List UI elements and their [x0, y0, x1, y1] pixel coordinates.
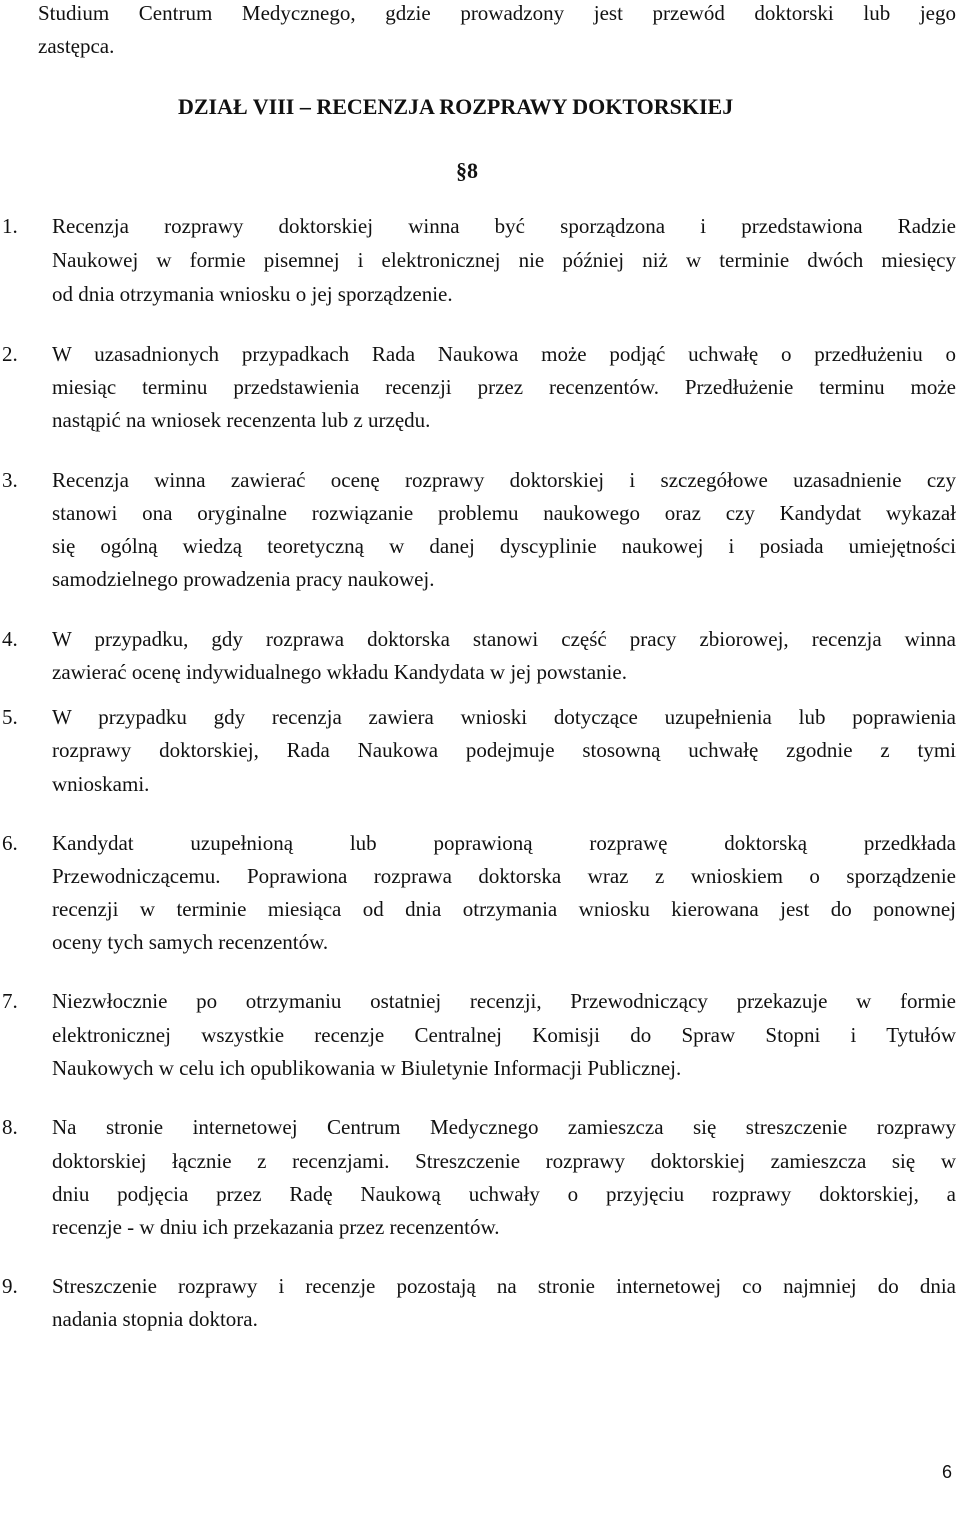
item-7-line-2: elektronicznej wszystkie recenzje Centralnej Komisji do Spraw Stopni i Tytułów — [52, 1023, 956, 1047]
item-4-number: 4. — [2, 627, 18, 651]
item-3-line-2: stanowi ona oryginalne rozwiązanie problemu naukowego oraz czy Kandydat wykazał — [52, 501, 956, 525]
item-5-line-2: rozprawy doktorskiej, Rada Naukowa podejmuje stosowną uchwałę zgodnie z tymi — [52, 738, 956, 762]
item-5-line-1: W przypadku gdy recenzja zawiera wnioski dotyczące uzupełnienia lub poprawienia — [52, 705, 956, 729]
item-5-number: 5. — [2, 705, 18, 729]
intro-line-2: zastępca. — [38, 34, 115, 58]
item-3-line-4: samodzielnego prowadzenia pracy naukowej. — [52, 567, 435, 591]
item-1-line-1: Recenzja rozprawy doktorskiej winna być sporządzona i przedstawiona Radzie — [52, 214, 956, 238]
section-title: DZIAŁ VIII – RECENZJA ROZPRAWY DOKTORSKIEJ — [178, 94, 734, 119]
item-9-number: 9. — [2, 1274, 18, 1298]
item-6-number: 6. — [2, 831, 18, 855]
item-8-line-3: dniu podjęcia przez Radę Naukową uchwały o przyjęciu rozprawy doktorskiej, a — [52, 1182, 956, 1206]
item-5-line-3: wnioskami. — [52, 772, 150, 796]
item-8-number: 8. — [2, 1115, 18, 1139]
item-6-line-3: recenzji w terminie miesiąca od dnia otrzymania wniosku kierowana jest do ponownej — [52, 897, 956, 921]
item-6-line-1: Kandydat uzupełnioną lub poprawioną rozprawę doktorską przedkłada — [52, 831, 956, 855]
item-3-line-3: się ogólną wiedzą teoretyczną w danej dyscyplinie naukowej i posiada umiejętności — [52, 534, 956, 558]
item-7-line-1: Niezwłocznie po otrzymaniu ostatniej recenzji, Przewodniczący przekazuje w formie — [52, 989, 956, 1013]
item-9-line-2: nadania stopnia doktora. — [52, 1307, 258, 1331]
page-number: 6 — [942, 1462, 953, 1482]
item-8-line-4: recenzje - w dniu ich przekazania przez recenzentów. — [52, 1215, 500, 1239]
item-8-line-2: doktorskiej łącznie z recenzjami. Streszczenie rozprawy doktorskiej zamieszcza się w — [52, 1149, 956, 1173]
item-3-line-1: Recenzja winna zawierać ocenę rozprawy doktorskiej i szczegółowe uzasadnienie czy — [52, 468, 956, 492]
item-7-line-3: Naukowych w celu ich opublikowania w Biuletynie Informacji Publicznej. — [52, 1056, 682, 1080]
item-2-line-1: W uzasadnionych przypadkach Rada Naukowa może podjąć uchwałę o przedłużeniu o — [52, 342, 956, 366]
item-6-line-2: Przewodniczącemu. Poprawiona rozprawa doktorska wraz z wnioskiem o sporządzenie — [52, 864, 956, 888]
item-6-line-4: oceny tych samych recenzentów. — [52, 930, 329, 954]
item-1-line-2: Naukowej w formie pisemnej i elektronicznej nie później niż w terminie dwóch miesięcy — [52, 248, 956, 272]
item-3-number: 3. — [2, 468, 18, 492]
item-4-line-1: W przypadku, gdy rozprawa doktorska stanowi część pracy zbiorowej, recenzja winna — [52, 627, 956, 651]
item-4-line-2: zawierać ocenę indywidualnego wkładu Kandydata w jej powstanie. — [52, 660, 627, 684]
item-2-number: 2. — [2, 342, 18, 366]
item-1-line-3: od dnia otrzymania wniosku o jej sporządzenie. — [52, 282, 453, 306]
paragraph-sign: §8 — [456, 158, 478, 183]
intro-line-1: Studium Centrum Medycznego, gdzie prowadzony jest przewód doktorski lub jego — [38, 1, 956, 25]
item-9-line-1: Streszczenie rozprawy i recenzje pozostają na stronie internetowej co najmniej do dnia — [52, 1274, 956, 1298]
item-7-number: 7. — [2, 989, 18, 1013]
item-1-number: 1. — [2, 214, 18, 238]
item-2-line-3: nastąpić na wniosek recenzenta lub z urzędu. — [52, 408, 431, 432]
item-8-line-1: Na stronie internetowej Centrum Medycznego zamieszcza się streszczenie rozprawy — [52, 1115, 956, 1139]
item-2-line-2: miesiąc terminu przedstawienia recenzji przez recenzentów. Przedłużenie terminu może — [52, 375, 956, 399]
